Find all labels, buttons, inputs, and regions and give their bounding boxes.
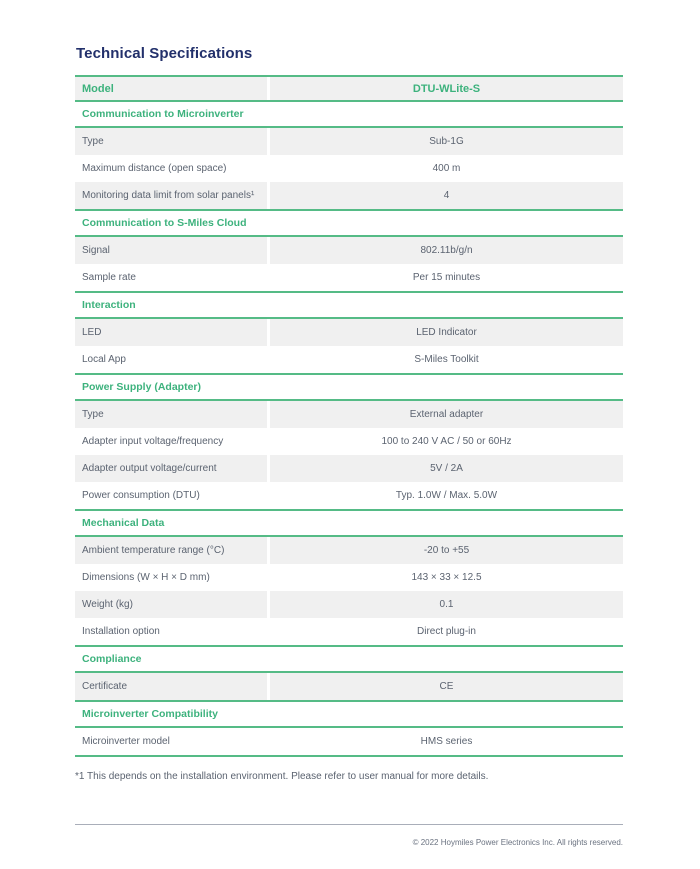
row-label: Certificate <box>75 673 270 700</box>
table-row <box>75 728 623 755</box>
section-rows <box>75 128 623 211</box>
table-row <box>75 346 623 373</box>
spec-table <box>75 75 623 757</box>
table-row <box>75 155 623 182</box>
section-title: Communication to Microinverter <box>75 102 623 128</box>
section-rows <box>75 728 623 757</box>
table-row <box>75 401 623 428</box>
row-value: 400 m <box>270 155 623 182</box>
section-title: Communication to S-Miles Cloud <box>75 211 623 237</box>
table-section <box>75 702 623 757</box>
row-label: Installation option <box>75 618 270 645</box>
spec-table-body <box>75 102 623 757</box>
row-label: LED <box>75 319 270 346</box>
table-section <box>75 511 623 647</box>
row-label: Sample rate <box>75 264 270 291</box>
row-value: S-Miles Toolkit <box>270 346 623 373</box>
table-row <box>75 182 623 209</box>
footer-divider <box>75 824 623 825</box>
row-label: Power consumption (DTU) <box>75 482 270 509</box>
section-title: Power Supply (Adapter) <box>75 375 623 401</box>
table-row <box>75 237 623 264</box>
table-row <box>75 591 623 618</box>
footnote: *1 This depends on the installation environment. Please refer to user manual for more details. <box>75 771 489 782</box>
section-rows <box>75 237 623 293</box>
table-row <box>75 537 623 564</box>
table-row <box>75 319 623 346</box>
table-row <box>75 428 623 455</box>
table-row <box>75 264 623 291</box>
section-title: Interaction <box>75 293 623 319</box>
row-label: Ambient temperature range (°C) <box>75 537 270 564</box>
row-label: Dimensions (W × H × D mm) <box>75 564 270 591</box>
table-row <box>75 673 623 700</box>
section-rows <box>75 401 623 511</box>
section-title: Compliance <box>75 647 623 673</box>
row-label: Adapter output voltage/current <box>75 455 270 482</box>
row-value: Per 15 minutes <box>270 264 623 291</box>
row-value: 143 × 33 × 12.5 <box>270 564 623 591</box>
row-label: Microinverter model <box>75 728 270 755</box>
row-label: Monitoring data limit from solar panels¹ <box>75 182 270 209</box>
row-value: Typ. 1.0W / Max. 5.0W <box>270 482 623 509</box>
table-header-row <box>75 75 623 102</box>
row-label: Signal <box>75 237 270 264</box>
table-row <box>75 455 623 482</box>
table-row <box>75 482 623 509</box>
row-value: 5V / 2A <box>270 455 623 482</box>
row-label: Adapter input voltage/frequency <box>75 428 270 455</box>
table-row <box>75 618 623 645</box>
row-value: HMS series <box>270 728 623 755</box>
row-value: External adapter <box>270 401 623 428</box>
section-rows <box>75 537 623 647</box>
table-row <box>75 128 623 155</box>
table-section <box>75 647 623 702</box>
copyright-text: © 2022 Hoymiles Power Electronics Inc. All rights reserved. <box>412 838 623 847</box>
row-value: CE <box>270 673 623 700</box>
row-label: Type <box>75 128 270 155</box>
row-value: Sub-1G <box>270 128 623 155</box>
section-title: Microinverter Compatibility <box>75 702 623 728</box>
row-value: LED Indicator <box>270 319 623 346</box>
row-value: Direct plug-in <box>270 618 623 645</box>
header-model-label: Model <box>75 77 270 100</box>
row-label: Local App <box>75 346 270 373</box>
header-model-value: DTU-WLite-S <box>270 77 623 100</box>
row-value: 4 <box>270 182 623 209</box>
table-section <box>75 102 623 211</box>
section-rows <box>75 673 623 702</box>
table-section <box>75 375 623 511</box>
row-value: 0.1 <box>270 591 623 618</box>
page-footer <box>75 824 623 847</box>
row-label: Maximum distance (open space) <box>75 155 270 182</box>
section-rows <box>75 319 623 375</box>
section-title: Mechanical Data <box>75 511 623 537</box>
table-section <box>75 211 623 293</box>
row-label: Weight (kg) <box>75 591 270 618</box>
row-value: 802.11b/g/n <box>270 237 623 264</box>
row-value: -20 to +55 <box>270 537 623 564</box>
table-row <box>75 564 623 591</box>
row-label: Type <box>75 401 270 428</box>
page-title: Technical Specifications <box>76 45 253 62</box>
table-section <box>75 293 623 375</box>
row-value: 100 to 240 V AC / 50 or 60Hz <box>270 428 623 455</box>
